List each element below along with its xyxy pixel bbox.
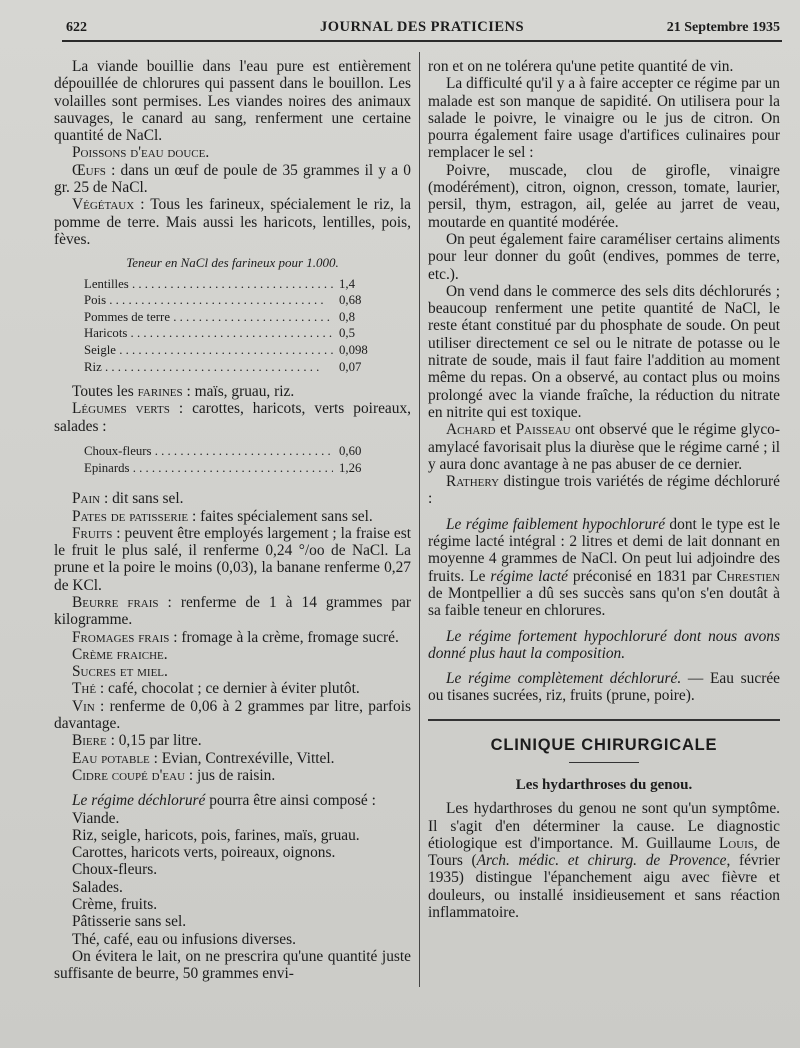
paragraph: Achard et Paisseau ont observé que le régime glyco-amylacé favorisait plus la diurèse que le régime carné ; il y aura donc avantage à ne pas abuser de ce dernier. — [428, 421, 780, 473]
table-row: Pommes de terre . . . 0,8 — [84, 309, 383, 326]
table-row: Riz . . . 0,07 — [84, 359, 383, 376]
paragraph: Toutes les farines : maïs, gruau, riz. — [72, 383, 295, 401]
paragraph: Poivre, muscade, clou de girofle, vinaigre (modérément), citron, oignon, cresson, tomate, laurier, persil, thym, estragon, ail, gelée au jarret de veau, moutarde en quantité modérée. — [428, 161, 780, 231]
list-item: Crème, fruits. — [72, 896, 158, 914]
table-row: Pois . . . 0,68 — [84, 292, 383, 309]
paragraph: Végétaux : Tous les farineux, spécialement le riz, la pomme de terre. Mais aussi les haricots, lentilles, pois, fèves. — [54, 196, 411, 248]
list-item: Thé, café, eau ou infusions diverses. — [72, 930, 296, 948]
paragraph: Le régime complètement déchloruré. — Eau sucrée ou tisanes sucrées, riz, fruits (prune, poire). — [428, 670, 780, 705]
list-item: Salades. — [72, 878, 123, 896]
paragraph: Les hydarthroses du genou ne sont qu'un symptôme. Il s'agit d'en déterminer la cause. Le diagnostic étiologique est d'importance. M. Guillaume Louis, de Tours (Arch. médic. et chirurg. de Provence, février 1935) distingue l'épanchement aigu avec fièvre et douleurs, ou installé insidieusement et sans réaction inflammatoire. — [428, 800, 780, 922]
paragraph: Beurre frais : renferme de 1 à 14 grammes par kilogramme. — [54, 593, 411, 629]
article-title: Les hydarthroses du genou. — [515, 776, 693, 793]
paragraph: On évitera le lait, on ne prescrira qu'une quantité juste suffisante de beurre, 50 grammes envi- — [54, 947, 411, 983]
column-divider — [419, 52, 420, 987]
paragraph: Légumes verts : carottes, haricots, verts poireaux, salades : — [54, 400, 411, 435]
list-item: Choux-fleurs. — [72, 861, 158, 879]
journal-title: JOURNAL DES PRATICIENS — [319, 19, 525, 35]
paragraph: Poissons d'eau douce. — [72, 144, 210, 162]
list-item: Riz, seigle, haricots, pois, farines, maïs, gruau. — [72, 826, 360, 844]
left-column — [54, 58, 411, 983]
paragraph: Pates de patisserie : faites spécialement sans sel. — [72, 507, 373, 525]
title-rule — [569, 762, 639, 763]
paragraph: Pain : dit sans sel. — [72, 490, 184, 508]
paragraph: Le régime faiblement hypochloruré dont le type est le régime lacté intégral : 2 litres et demi de lait donnant en moyenne 4 grammes de NaCl. On peut lui adjoindre des fruits. Le régime lacté préconisé en 1831 par Chrestien de Montpellier a dû ses succès sans qu'on s'en doutât à sa faible teneur en chlorures. — [428, 515, 780, 620]
table-row: Haricots . . . 0,5 — [84, 325, 383, 342]
page-number: 622 — [66, 20, 87, 35]
list-item: Carottes, haricots verts, poireaux, oignons. — [72, 844, 336, 862]
right-column — [428, 58, 780, 921]
salt-table-legumes — [84, 443, 383, 476]
issue-date: 21 Septembre 1935 — [666, 20, 780, 35]
paragraph: Fruits : peuvent être employés largement ; la fraise est le fruit le plus salé, il renferme 0,24 °/oo de NaCl. La prune et la poire le moins (0,03), la banane renferme 0,27 de KCl. — [54, 524, 411, 594]
list-item: Viande. — [72, 809, 120, 827]
paragraph: Cidre coupé d'eau : jus de raisin. — [72, 766, 276, 784]
table-row: Lentilles . . . 1,4 — [84, 276, 383, 293]
table-row: Choux-fleurs . . . 0,60 — [84, 443, 383, 460]
paragraph: On peut également faire caraméliser certains aliments pour leur donner du goût (endives, pommes de terre, etc.). — [428, 230, 780, 283]
section-title: CLINIQUE CHIRURGICALE — [490, 735, 718, 754]
section-rule — [428, 719, 780, 721]
paragraph: Eau potable : Evian, Contrexéville, Vittel. — [72, 749, 335, 767]
paragraph: La difficulté qu'il y a à faire accepter ce régime par un malade est son manque de sapidité. On utilisera pour la salade le poivre, le vinaigre ou le jus de citron. On pourra également faire usage d'artifices culinaires pour remplacer le sel : — [428, 75, 780, 162]
paragraph: Œufs : dans un œuf de poule de 35 grammes il y a 0 gr. 25 de NaCl. — [54, 161, 411, 197]
page-header — [62, 14, 782, 42]
salt-table-farineux — [84, 276, 383, 376]
paragraph: Sucres et miel. — [72, 663, 168, 681]
paragraph: La viande bouillie dans l'eau pure est entièrement dépouillée de chlorures qui passent dans le bouillon. Les volailles sont permises. Les viandes noires des animaux sauvages, le canard au sang, renferment une certaine quantité de NaCl. — [54, 58, 411, 145]
paragraph: Fromages frais : fromage à la crème, fromage sucré. — [72, 628, 399, 646]
paragraph: Biere : 0,15 par litre. — [72, 732, 202, 750]
table-row: Seigle . . . 0,098 — [84, 342, 383, 359]
paragraph: Le régime fortement hypochloruré dont nous avons donné plus haut la composition. — [428, 627, 780, 662]
paragraph: On vend dans le commerce des sels dits déchlorurés ; beaucoup renferment une petite quantité de NaCl, le reste étant constitué par du phosphate de soude. On peut utiliser directement ce sel ou le nitrate de potasse ou le nitrate de soude, mais il faut faire l'addition au moment même du repas. On a observé, au contact plus ou moins prolongé avec la viande fraîche, la réduction du nitrate en nitrite qui est toxique. — [428, 282, 780, 421]
paragraph: ron et on ne tolérera qu'une petite quantité de vin. — [428, 58, 734, 75]
table-title: Teneur en NaCl des farineux pour 1.000. — [126, 255, 339, 271]
paragraph: Rathery distingue trois variétés de régime déchloruré : — [428, 473, 780, 508]
paragraph: Le régime déchloruré pourra être ainsi composé : — [72, 792, 376, 810]
paragraph: Vin : renferme de 0,06 à 2 grammes par litre, parfois davantage. — [54, 697, 411, 733]
paragraph: Crème fraiche. — [72, 645, 168, 663]
paragraph: Thé : café, chocolat ; ce dernier à éviter plutôt. — [72, 680, 360, 698]
list-item: Pâtisserie sans sel. — [72, 913, 187, 931]
table-row: Epinards . . . 1,26 — [84, 460, 383, 477]
